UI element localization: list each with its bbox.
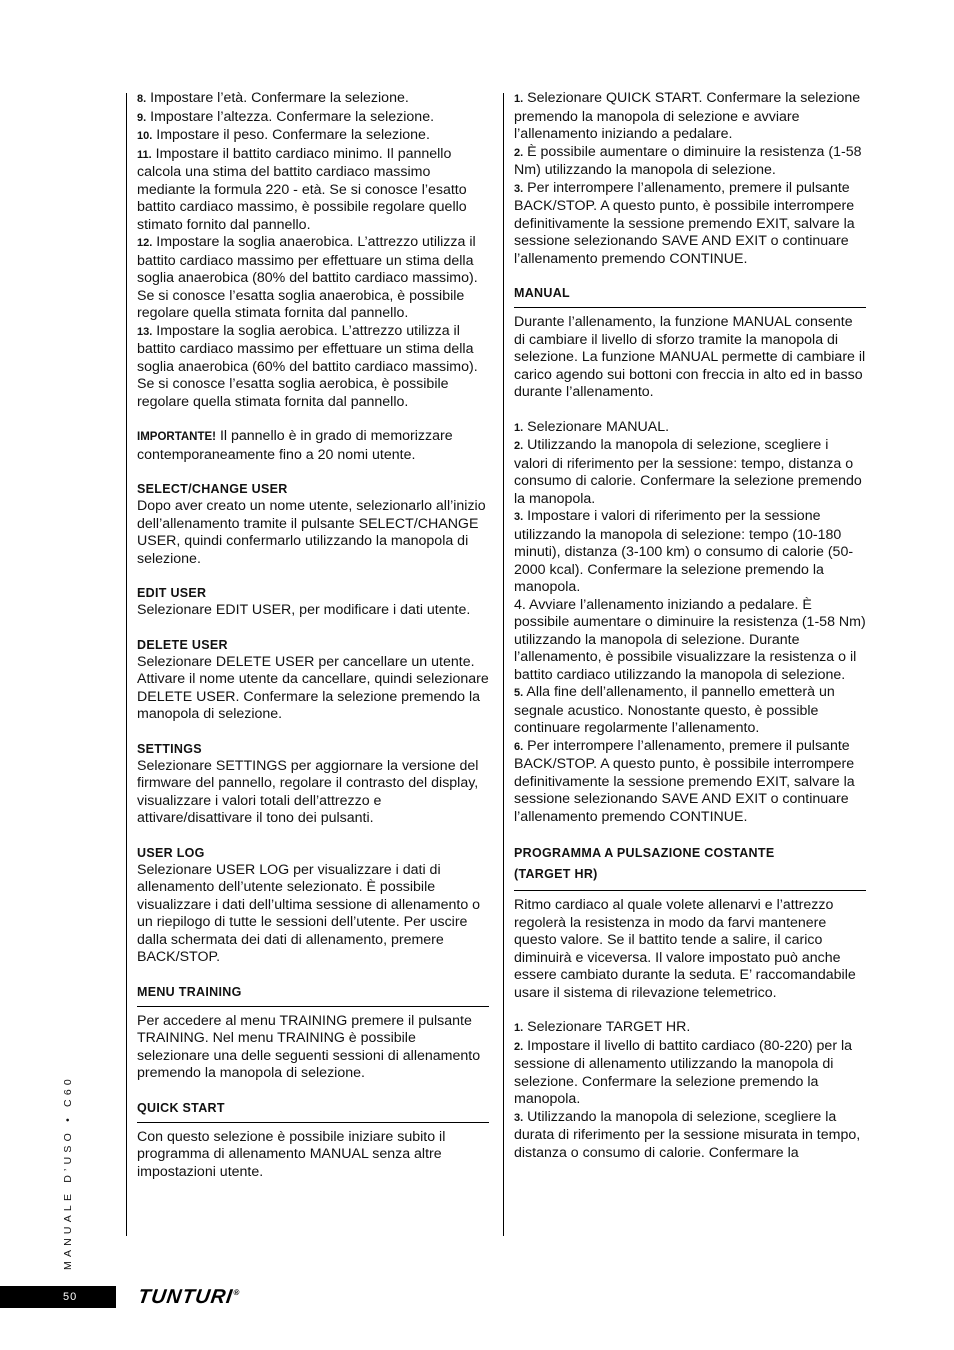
heading-menu-training: MENU TRAINING [137, 984, 489, 1007]
page-number: 50 [63, 1291, 78, 1303]
list-item: 10. Impostare il peso. Confermare la selezione. [137, 127, 430, 143]
section-text: Selezionare USER LOG per visualizzare i dati di allenamento dell’utente selezionato. È possibile visualizzare i dati dell’ultima sessione di allenamento o un riepilogo di tutte le sessioni dell’utente. Per uscire dalla schermata dei dati di allenamento, premere BACK/STOP. [137, 861, 481, 965]
section-text: Con questo selezione è possibile iniziare subito il programma di allenamento MANUAL senza altre impostazioni utente. [137, 1128, 446, 1180]
list-item: 1. Selezionare QUICK START. Confermare la selezione premendo la manopola di selezione e avviare l’allenamento iniziando a pedalare. [514, 90, 861, 142]
heading-delete-user: DELETE USER [137, 637, 228, 652]
list-item: 11. Impostare il battito cardiaco minimo. Il pannello calcola una stima del battito cardiaco massimo mediante la formula 220 - età. Se si conosce l’esatto battito cardiaco massimo, è possibile regolare quello stimato fornito dal pannello. [137, 145, 467, 233]
section-text: Dopo aver creato un nome utente, selezionarlo all’inizio dell’allenamento tramite il pulsante SELECT/CHANGE USER, quindi confermarlo utilizzando la manopola di selezione. [137, 498, 486, 567]
heading-line: PROGRAMMA A PULSAZIONE COSTANTE [514, 846, 775, 860]
list-item: 1. Selezionare MANUAL. [514, 418, 670, 435]
tunturi-logo [136, 1286, 241, 1309]
section-text: Selezionare EDIT USER, per modificare i dati utente. [137, 602, 471, 618]
left-column [137, 90, 489, 1181]
section-text: Durante l’allenamento, la funzione MANUAL consente di cambiare il livello di sforzo tramite la manopola di selezione. La funzione MANUAL permette di cambiare il carico agendo sui bottoni con freccia in alto ed in basso durante l’allenamento. [514, 314, 866, 400]
registered-mark: ® [232, 1288, 242, 1297]
list-item: 2. Utilizzando la manopola di selezione, scegliere i valori di riferimento per la sessione: tempo, distanza o consumo di calorie. Confermare la selezione premendo la manopola. [514, 437, 862, 507]
important-label: IMPORTANTE! [137, 431, 217, 443]
list-item: 9. Impostare l’altezza. Confermare la selezione. [137, 108, 435, 125]
list-item: 1. Selezionare TARGET HR. [514, 1019, 691, 1035]
list-item: 13. Impostare la soglia aerobica. L’attrezzo utilizza il battito cardiaco massimo per effettuare un stima della soglia anaerobica (60% del battito cardiaco massimo). Se si conosce l’esatta soglia aerobica, è possibile regolare quella stimata fornita dal pannello. [137, 322, 478, 410]
heading-edit-user: EDIT USER [137, 586, 207, 600]
heading-manual: MANUAL [514, 285, 866, 308]
manual-side-label: MANUALE D’USO • C60 [62, 1075, 74, 1270]
section-text: Per accedere al menu TRAINING premere il pulsante TRAINING. Nel menu TRAINING è possibile selezionare una delle seguenti sessioni di allenamento premendo la manopola di selezione. [137, 1012, 481, 1081]
right-column [514, 90, 866, 1162]
right-column-rule [503, 93, 504, 1236]
list-item: 4. Avviare l’allenamento iniziando a pedalare. È possibile aumentare o diminuire la resistenza (1-58 Nm) utilizzando la manopola di selezione. Durante l’allenamento, è possibile visualizzare la resistenza o il battito cardiaco utilizzando la manopola di selezione. [514, 596, 866, 683]
list-item: 8. Impostare l’età. Confermare la selezione. [137, 90, 409, 106]
list-item: 2. Impostare il livello di battito cardiaco (80-220) per la sessione di allenamento utilizzando la manopola di selezione. Confermare la selezione premendo la manopola. [514, 1037, 853, 1107]
list-item: 3. Impostare i valori di riferimento per la sessione utilizzando la manopola di selezione: tempo (10-180 minuti), distanza (3-100 km) o consumo di calorie (50-2000 kcal). Confermare la selezione premendo la manopola. [514, 508, 854, 595]
list-item: 3. Per interrompere l’allenamento, premere il pulsante BACK/STOP. A questo punto, è possibile interrompere definitivamente la sessione premendo EXIT, salvare la sessione selezionando SAVE AND EXIT o continuare l’allenamento premendo CONTINUE. [514, 179, 855, 267]
list-item: 12. Impostare la soglia anaerobica. L’attrezzo utilizza il battito cardiaco massimo per effettuare un stima della soglia anaerobica (80% del battito cardiaco massimo). Se si conosce l’esatta soglia anaerobica, è possibile regolare quella stimata fornita dal pannello. [137, 234, 478, 321]
list-item: 5. Alla fine dell’allenamento, il pannello emetterà un segnale acustico. Nonostante questo, è possible continuare regolarmente l’allenamento. [514, 684, 835, 736]
logo-text: TUNTURI [136, 1286, 235, 1308]
left-column-rule [126, 93, 127, 1236]
heading-line: (TARGET HR) [514, 867, 598, 881]
section-text: Ritmo cardiaco al quale volete allenarvi e l’attrezzo regolerà la resistenza in modo da farvi mantenere questo valore. Se il battito tende a salire, il carico diminuirà e viceversa. Il valore impostato può anche essere cambiato durante la seduta. E’ raccomandabile usare il sistema di rilevazione telemetrico. [514, 897, 856, 1001]
heading-target-hr [514, 843, 866, 891]
list-item: 3. Utilizzando la manopola di selezione, scegliere la durata di riferimento per la sessione misurata in tempo, distanza o consumo di calorie. Confermare la [514, 1108, 861, 1161]
section-text: Selezionare SETTINGS per aggiornare la versione del firmware del pannello, regolare il contrasto del display, visualizzare i valori totali dell’attrezzo e attivare/disattivare il tono dei pulsanti. [137, 757, 479, 826]
heading-user-log: USER LOG [137, 845, 205, 860]
heading-quick-start: QUICK START [137, 1100, 489, 1123]
heading-settings: SETTINGS [137, 741, 202, 756]
section-text: Selezionare DELETE USER per cancellare un utente. Attivare il nome utente da cancellare, quindi selezionare DELETE USER. Confermare la selezione premendo la manopola di selezione. [137, 653, 489, 722]
list-item: 6. Per interrompere l’allenamento, premere il pulsante BACK/STOP. A questo punto, è possibile interrompere definitivamente la sessione premendo EXIT, salvare la sessione selezionando SAVE AND EXIT o continuare l’allenamento premendo CONTINUE. [514, 737, 855, 825]
list-item: 2. È possibile aumentare o diminuire la resistenza (1-58 Nm) utilizzando la manopola di selezione. [514, 143, 862, 178]
page-number-box [0, 1286, 116, 1308]
heading-select-change-user: SELECT/CHANGE USER [137, 482, 288, 496]
important-note: IMPORTANTE! Il pannello è in grado di memorizzare contemporaneamente fino a 20 nomi utente. [137, 428, 453, 463]
